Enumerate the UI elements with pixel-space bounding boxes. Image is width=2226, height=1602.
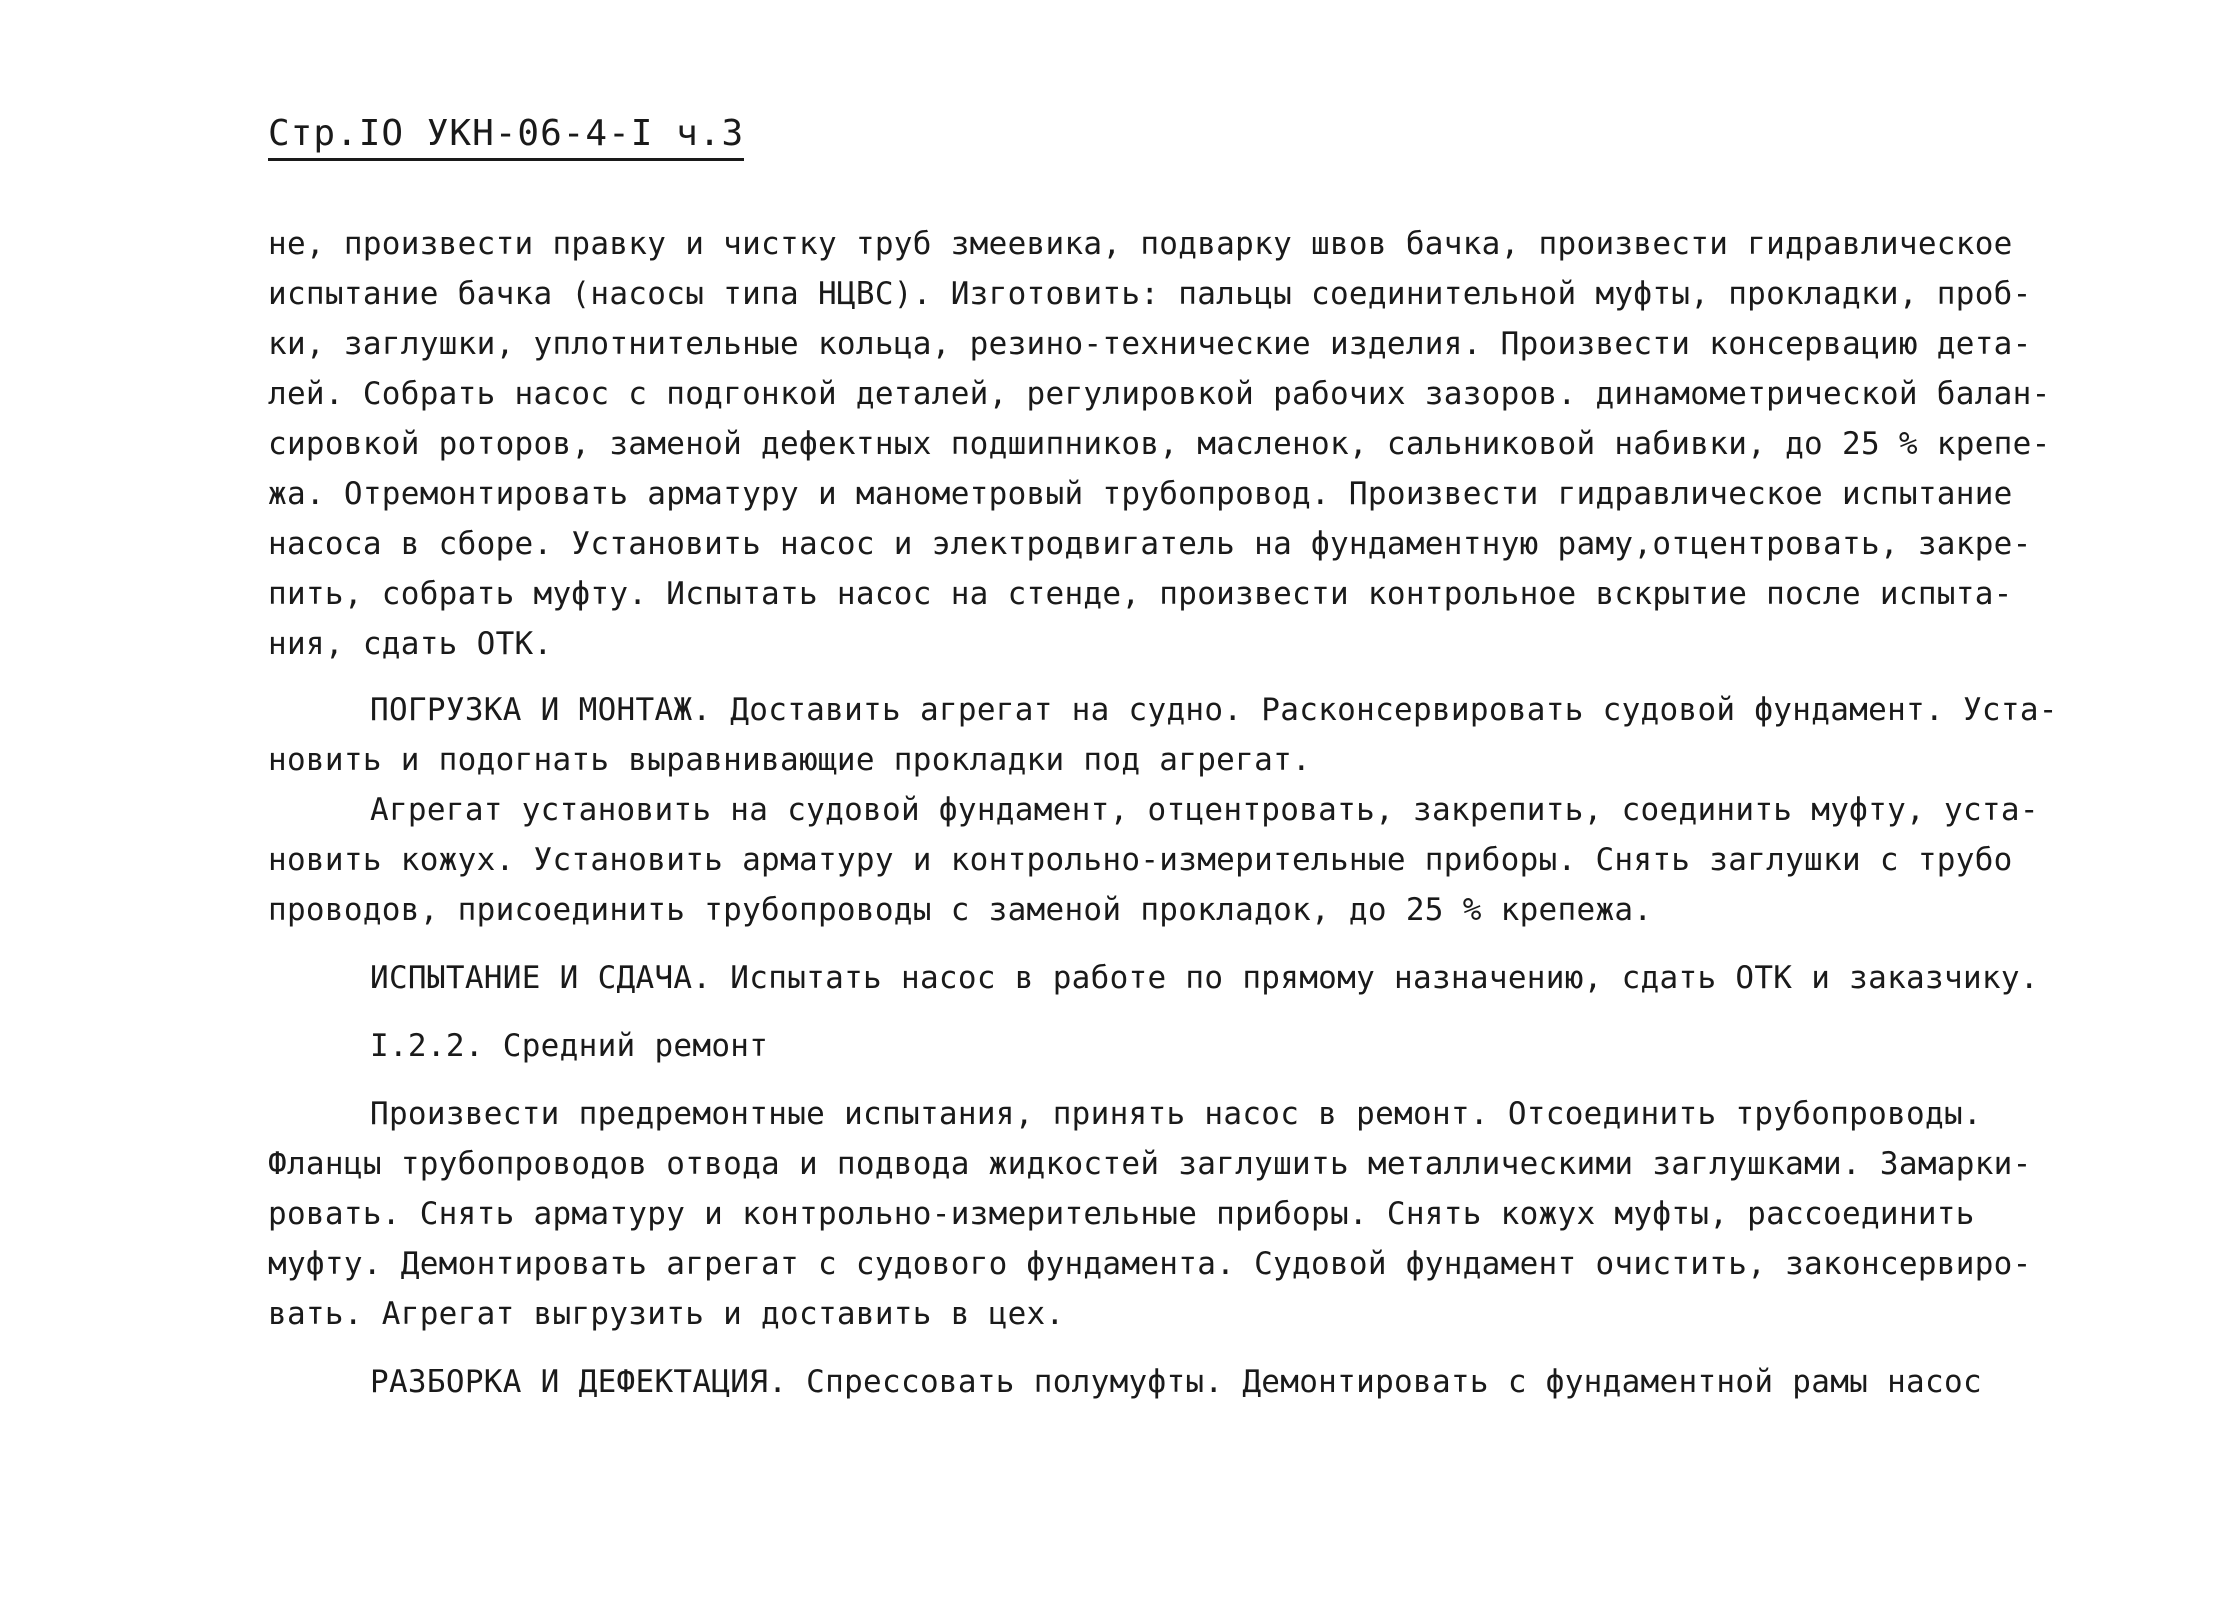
text-line: вать. Агрегат выгрузить и доставить в цех. — [268, 1296, 1065, 1332]
text-line: пить, собрать муфту. Испытать насос на стенде, произвести контрольное вскрытие после испыта- — [268, 576, 2013, 612]
section-heading-loading: ПОГРУЗКА И МОНТАЖ. Доставить агрегат на судно. Расконсервировать судовой фундамент. Уста- — [370, 692, 2058, 728]
text-line: испытание бачка (насосы типа НЦВС). Изготовить: пальцы соединительной муфты, прокладки, проб- — [268, 276, 2032, 312]
text-line: муфту. Демонтировать агрегат с судового фундамента. Судовой фундамент очистить, законсервиро- — [268, 1246, 2032, 1282]
text-line: ровать. Снять арматуру и контрольно-измерительные приборы. Снять кожух муфты, рассоединить — [268, 1196, 1975, 1232]
text-line: сировкой роторов, заменой дефектных подшипников, масленок, сальниковой набивки, до 25 % крепе- — [268, 426, 2051, 462]
section-heading-testing: ИСПЫТАНИЕ И СДАЧА. Испытать насос в работе по прямому назначению, сдать ОТК и заказчику. — [370, 960, 2039, 996]
subsection-title: I.2.2. Средний ремонт — [370, 1028, 769, 1064]
page-header: Стр.IO УКН-06-4-I ч.3 — [268, 112, 744, 161]
text-line: Фланцы трубопроводов отвода и подвода жидкостей заглушить металлическими заглушками. Замарки- — [268, 1146, 2032, 1182]
text-line: жа. Отремонтировать арматуру и манометровый трубопровод. Произвести гидравлическое испытание — [268, 476, 2013, 512]
text-line: ки, заглушки, уплотнительные кольца, резино-технические изделия. Произвести консервацию дета- — [268, 326, 2032, 362]
text-line: лей. Собрать насос с подгонкой деталей, регулировкой рабочих зазоров. динамометрической балан- — [268, 376, 2051, 412]
text-line: ния, сдать ОТК. — [268, 626, 553, 662]
text-line: новить кожух. Установить арматуру и контрольно-измерительные приборы. Снять заглушки с трубо — [268, 842, 2013, 878]
text-line: проводов, присоединить трубопроводы с заменой прокладок, до 25 % крепежа. — [268, 892, 1653, 928]
text-line: Агрегат установить на судовой фундамент, отцентровать, закрепить, соединить муфту, уста- — [370, 792, 2039, 828]
text-line: Произвести предремонтные испытания, принять насос в ремонт. Отсоединить трубопроводы. — [370, 1096, 1982, 1132]
section-heading-disassembly: РАЗБОРКА И ДЕФЕКТАЦИЯ. Спрессовать полумуфты. Демонтировать с фундаментной рамы насос — [370, 1364, 1982, 1400]
text-line: новить и подогнать выравнивающие прокладки под агрегат. — [268, 742, 1311, 778]
text-line: насоса в сборе. Установить насос и электродвигатель на фундаментную раму,отцентровать, закре- — [268, 526, 2032, 562]
text-line: не, произвести правку и чистку труб змеевика, подварку швов бачка, произвести гидравлическое — [268, 226, 2013, 262]
